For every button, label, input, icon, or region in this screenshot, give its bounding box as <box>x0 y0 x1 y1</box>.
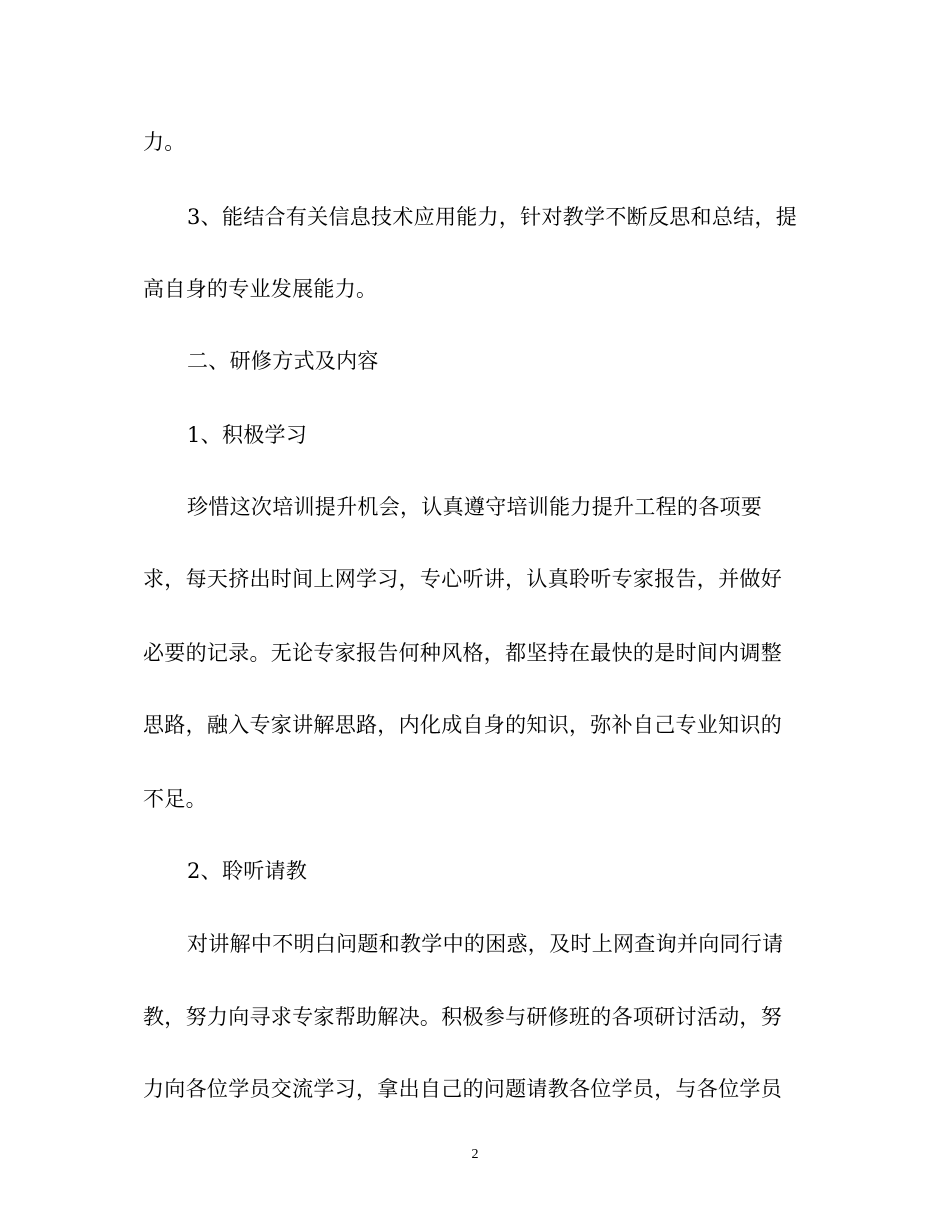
text-line: 对讲解中不明白问题和教学中的困惑，及时上网查询并向同行请 <box>187 932 784 956</box>
text-line: 3、能结合有关信息技术应用能力，针对教学不断反思和总结，提 <box>187 205 798 229</box>
text-line: 思路，融入专家讲解思路，内化成自身的知识，弥补自己专业知识的 <box>143 713 782 737</box>
text-line: 高自身的专业发展能力。 <box>143 277 378 301</box>
text-line: 珍惜这次培训提升机会，认真遵守培训能力提升工程的各项要 <box>187 495 763 519</box>
section-heading: 二、研修方式及内容 <box>187 349 379 373</box>
text-line: 必要的记录。无论专家报告何种风格，都坚持在最快的是时间内调整 <box>143 641 782 665</box>
subsection-heading: 1、积极学习 <box>187 423 308 447</box>
text-line: 力。 <box>143 130 186 154</box>
page-number: 2 <box>471 1147 479 1162</box>
text-line: 不足。 <box>143 787 207 811</box>
text-line: 力向各位学员交流学习，拿出自己的问题请教各位学员，与各位学员 <box>143 1077 782 1101</box>
text-line: 教，努力向寻求专家帮助解决。积极参与研修班的各项研讨活动，努 <box>143 1005 782 1029</box>
subsection-heading: 2、聆听请教 <box>187 859 308 883</box>
text-line: 求，每天挤出时间上网学习，专心听讲，认真聆听专家报告，并做好 <box>143 567 782 591</box>
